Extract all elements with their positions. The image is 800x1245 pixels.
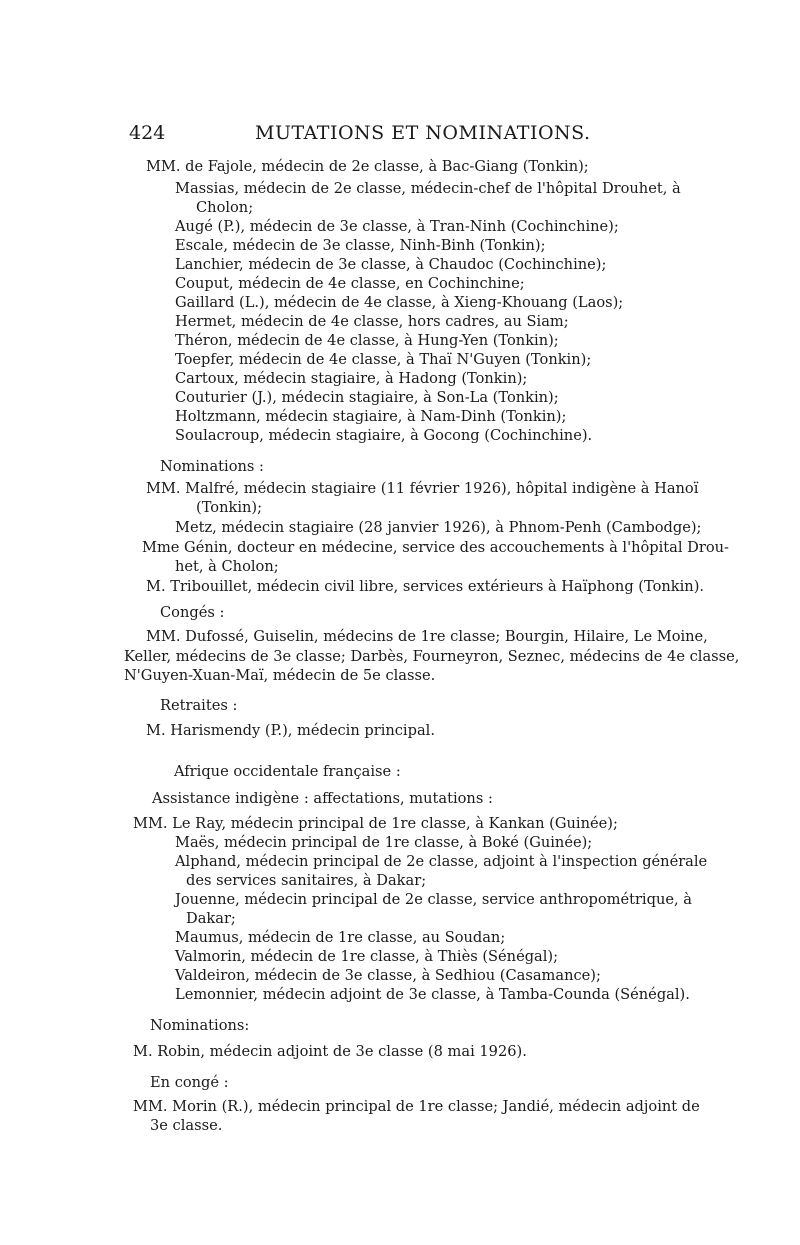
text-line: Cholon; — [196, 199, 254, 216]
text-line: M. Tribouillet, médecin civil libre, services extérieurs à Haïphong (Tonkin). — [146, 578, 705, 595]
text-line: Afrique occidentale française : — [174, 763, 401, 780]
text-line: Massias, médecin de 2e classe, médecin-chef de l'hôpital Drouhet, à — [175, 180, 681, 197]
text-line: Assistance indigène : affectations, mutations : — [152, 790, 493, 807]
text-line: Couturier (J.), médecin stagiaire, à Son-La (Tonkin); — [175, 389, 559, 406]
text-line: N'Guyen-Xuan-Maï, médecin de 5e classe. — [124, 667, 436, 684]
running-title: MUTATIONS ET NOMINATIONS. — [255, 122, 591, 144]
text-line: Lemonnier, médecin adjoint de 3e classe, à Tamba-Counda (Sénégal). — [175, 986, 690, 1003]
text-line: Dakar; — [186, 910, 236, 927]
text-line: Holtzmann, médecin stagiaire, à Nam-Dinh (Tonkin); — [175, 408, 567, 425]
text-line: Maës, médecin principal de 1re classe, à Boké (Guinée); — [175, 834, 593, 851]
text-line: En congé : — [150, 1074, 229, 1091]
text-line: het, à Cholon; — [175, 558, 279, 575]
text-line: Valdeiron, médecin de 3e classe, à Sedhiou (Casamance); — [175, 967, 601, 984]
text-line: Keller, médecins de 3e classe; Darbès, Fourneyron, Seznec, médecins de 4e classe, — [124, 648, 740, 665]
text-line: MM. Morin (R.), médecin principal de 1re classe; Jandié, médecin adjoint de — [133, 1098, 700, 1115]
text-line: Toepfer, médecin de 4e classe, à Thaï N'Guyen (Tonkin); — [175, 351, 592, 368]
text-line: Couput, médecin de 4e classe, en Cochinchine; — [175, 275, 525, 292]
text-line: Cartoux, médecin stagiaire, à Hadong (Tonkin); — [175, 370, 528, 387]
text-line: Valmorin, médecin de 1re classe, à Thiès (Sénégal); — [175, 948, 559, 965]
page-number: 424 — [129, 122, 166, 144]
text-line: M. Robin, médecin adjoint de 3e classe (8 mai 1926). — [133, 1043, 527, 1060]
text-line: Mme Génin, docteur en médecine, service des accouchements à l'hôpital Drou- — [142, 539, 729, 556]
text-line: Maumus, médecin de 1re classe, au Soudan; — [175, 929, 506, 946]
text-line: Jouenne, médecin principal de 2e classe, service anthropométrique, à — [175, 891, 692, 908]
text-line: Congés : — [160, 604, 225, 621]
text-line: Lanchier, médecin de 3e classe, à Chaudoc (Cochinchine); — [175, 256, 607, 273]
text-line: (Tonkin); — [196, 499, 262, 516]
text-line: M. Harismendy (P.), médecin principal. — [146, 722, 435, 739]
text-line: Nominations: — [150, 1017, 250, 1034]
text-line: des services sanitaires, à Dakar; — [186, 872, 427, 889]
text-line: Augé (P.), médecin de 3e classe, à Tran-Ninh (Cochinchine); — [175, 218, 619, 235]
text-line: Nominations : — [160, 458, 264, 475]
text-line: MM. Le Ray, médecin principal de 1re classe, à Kankan (Guinée); — [133, 815, 618, 832]
text-line: MM. Dufossé, Guiselin, médecins de 1re classe; Bourgin, Hilaire, Le Moine, — [146, 628, 708, 645]
text-line: Soulacroup, médecin stagiaire, à Gocong (Cochinchine). — [175, 427, 593, 444]
text-line: Metz, médecin stagiaire (28 janvier 1926), à Phnom-Penh (Cambodge); — [175, 519, 702, 536]
text-line: Gaillard (L.), médecin de 4e classe, à Xieng-Khouang (Laos); — [175, 294, 624, 311]
text-line: MM. de Fajole, médecin de 2e classe, à Bac-Giang (Tonkin); — [146, 158, 589, 175]
text-line: Retraites : — [160, 697, 238, 714]
text-line: Escale, médecin de 3e classe, Ninh-Binh (Tonkin); — [175, 237, 546, 254]
text-line: MM. Malfré, médecin stagiaire (11 février 1926), hôpital indigène à Hanoï — [146, 480, 699, 497]
text-line: Alphand, médecin principal de 2e classe, adjoint à l'inspection générale — [175, 853, 708, 870]
text-line: 3e classe. — [150, 1117, 223, 1134]
text-line: Hermet, médecin de 4e classe, hors cadres, au Siam; — [175, 313, 569, 330]
text-line: Théron, médecin de 4e classe, à Hung-Yen (Tonkin); — [175, 332, 559, 349]
